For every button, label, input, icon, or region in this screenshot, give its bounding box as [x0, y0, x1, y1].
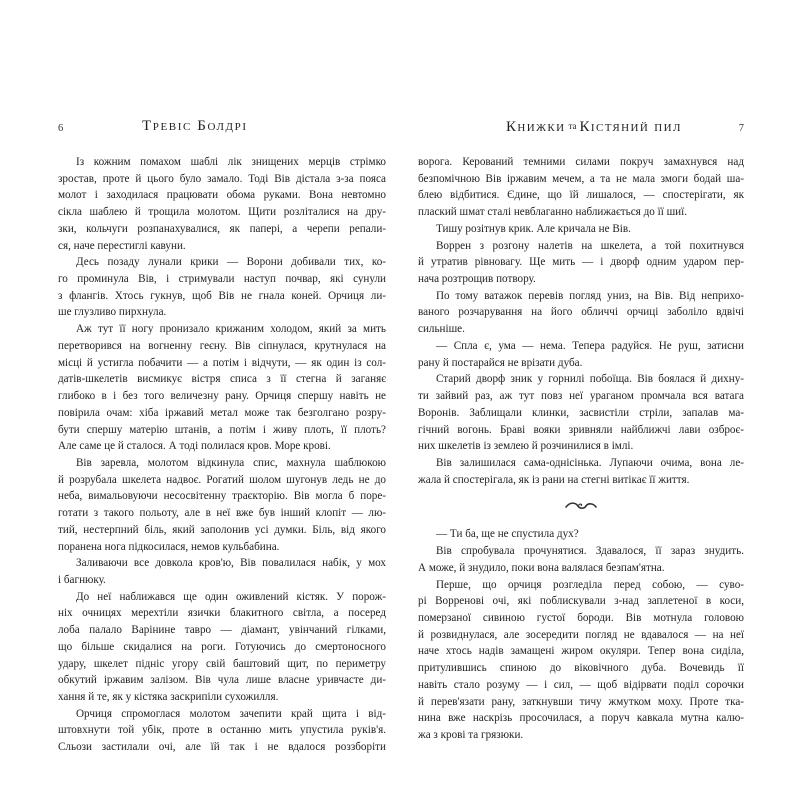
- text-line: них шкелетів із землею й розчинилися в імлі.: [418, 440, 634, 453]
- text-line: По тому ватажок перевів погляд униз, на Вів. Від неприхо-: [436, 289, 744, 302]
- text-line: Орчиця спромоглася молотом зачепити край щита і від-: [76, 707, 386, 720]
- text-line: Вів спробувала прочунятися. Здавалося, її зараз знудить.: [436, 545, 744, 558]
- text-line: Вів заревла, молотом відкинула спис, махнула шаблюкою: [76, 456, 386, 469]
- running-head-word-1: Книжки: [506, 119, 566, 135]
- text-line: удару, шкелет підніс угору свій баштовий щит, по периметру: [58, 657, 386, 670]
- text-line: А може, й знудило, поки вона валялася безпам'ятна.: [418, 561, 665, 574]
- text-line: лоба палало Варінине тавро — діамант, увінчаний гілками,: [58, 624, 386, 637]
- text-line: безпомічною Вів іржавим мечем, а та не мала змоги бодай ша-: [418, 172, 744, 185]
- text-line: Воронів. Заблищали клинки, засвистіли стріли, запалав ма-: [418, 406, 744, 419]
- text-line: зки, кольчуги розпанахувалися, як папері, а черепи репали-: [58, 222, 386, 235]
- left-running-head: [58, 117, 386, 141]
- text-line: ніх очницях мерехтіли язички блакитного світла, а посеред: [58, 607, 386, 620]
- running-head-conjunction: та: [568, 121, 577, 131]
- text-line: ворога. Керований темними силами покруч замахнувся над: [418, 156, 744, 168]
- text-line: Десь позаду лунали крики — Ворони добивали тих, ко-: [76, 256, 386, 269]
- text-line: неба, вимальовуючи несосвітенну траєкторію. Вів могла б поре-: [58, 490, 386, 503]
- text-line: — Ти ба, ще не спустила дух?: [436, 528, 579, 541]
- text-line: Сльози застилали очі, але їй так і не вдалося роззборіти: [58, 741, 386, 754]
- text-line: ваного розчарування на його обличчі орчиці заболіло вдвічі: [418, 306, 744, 319]
- text-line: Заливаючи все довкола кров'ю, Вів повалилася набік, у мох: [76, 557, 386, 570]
- text-line: — Спла є, ума — нема. Тепера радуйся. Не руш, затисни: [436, 339, 744, 352]
- text-line: Аж тут її ногу пронизало крижаним холодом, який за мить: [76, 323, 386, 336]
- text-line: ше глузливо пирхнула.: [58, 306, 167, 319]
- swirl-ornament-icon: [564, 500, 598, 512]
- text-line: тий, нестерпний біль, який заполонив усі думки. Біль, від якого: [58, 523, 386, 536]
- text-line: рі Ворренові очі, які поблискували з-над заплетеної в коси,: [418, 595, 744, 608]
- text-line: й перев'язати рану, заткнувши тичу жмутком моху. Проте тка-: [418, 695, 744, 708]
- text-line: Старий дворф зник у горнилі побоїща. Вів боялася й дихну-: [436, 373, 744, 386]
- text-line: померзаної сивиною густої бороди. Вів мотнула головою: [418, 611, 744, 624]
- text-line: бути спершу матерію штанів, а потім і живу плоть, її плоть?: [58, 423, 386, 436]
- right-page: [418, 0, 744, 800]
- text-line: повірила очам: хіба іржавий метал може так безголгано розру-: [58, 406, 386, 419]
- text-line: й розрубала шкелета надвоє. Рогатий шолом шугонув ледь не до: [58, 473, 386, 486]
- text-line: Тишу розітнув крик. Але кричала не Вів.: [436, 222, 631, 235]
- text-line: го проминула Вів, і стримували наступ почвар, які сунули: [58, 273, 386, 286]
- text-line: ся, наче перестиглі кавуни.: [58, 239, 186, 252]
- section-break-ornament: [418, 498, 744, 514]
- text-line: Воррен з розгону налетів на шкелета, а той похитнувся: [436, 239, 744, 252]
- author-running-head: Тревіс Болдрі: [142, 118, 248, 134]
- left-page-text: [58, 154, 386, 756]
- text-line: сікла шаблею й трощила молотом. Щити розліталися на дру-: [58, 206, 386, 219]
- text-line: перетворився на вогненну геєну. Вів сіпнулася, крутнулася на: [58, 339, 386, 352]
- left-page: [58, 0, 386, 800]
- text-line: плаский шмат сталі невблаганно наближається до її шиї.: [418, 206, 688, 219]
- text-line: обкутий іржавим залізом. Вів чула лише власне уривчасте ди-: [58, 674, 386, 687]
- text-line: зростав, проте й цього було замало. Тоді Вів дістала з-за пояса: [58, 172, 386, 185]
- text-line: хання й те, як у кістяка заскрипіли сухожилля.: [58, 691, 279, 703]
- text-line: жа з крові та грязюки.: [418, 729, 524, 741]
- text-line: притулившись спиною до віковічного дуба. Вочевидь її: [418, 662, 744, 675]
- text-line: блею відбитися. Єдине, що їй лишалося, — спостерігати, як: [418, 189, 744, 202]
- text-line: молот і заходилася працювати обома руками. Вона невтомно: [58, 189, 386, 202]
- right-page-number: 7: [738, 123, 744, 134]
- right-text-after-break: [418, 526, 744, 743]
- text-line: Із кожним помахом шаблі лік знищених мерців стрімко: [76, 156, 386, 168]
- text-line: навіть стало розуму — і сил, — щоб відірвати поділ сорочки: [418, 678, 744, 691]
- text-line: глибоко в і без того величезну рану. Орчиця спершу навіть не: [58, 390, 386, 403]
- text-line: і багнюку.: [58, 573, 106, 586]
- text-line: Вів залишилася сама-однісінька. Лупаючи очима, вона ле-: [436, 456, 744, 469]
- book-title-running-head: [506, 118, 682, 136]
- text-line: місці й устигла побачити — а потім і відчути, — як один із сол-: [58, 356, 386, 369]
- text-line: Але саме це й сталося. А тоді полилася кров. Море крові.: [58, 440, 331, 453]
- left-page-number: 6: [58, 123, 64, 134]
- text-line: нина вже наскрізь просочилася, а поруч кавкала мутна калю-: [418, 712, 744, 725]
- text-line: жала й спостерігала, як із рани на стегні витікає її життя.: [418, 473, 690, 486]
- text-line: рану й постарайся не врізати дуба.: [418, 356, 583, 369]
- text-line: ти зайвий раз, аж тут повз неї ураганом промчала вся ватага: [418, 390, 744, 403]
- text-line: що більше скидалися на роги. Готуючись до смертоносного: [58, 640, 386, 653]
- text-line: наче хтось надів замащені жиром окуляри. Тепер вона сиділа,: [418, 645, 744, 658]
- text-line: датів-шкелетів висмикує вістря списа з її стегна й заганяє: [58, 373, 386, 386]
- text-line: поранена нога підкосилася, немов кульбабина.: [58, 540, 280, 553]
- text-line: гічний вогонь. Браві вояки зривняли найближчі лави озброє-: [418, 423, 744, 436]
- text-line: й утратив рівновагу. Ще мить — і дворф одним ударом пер-: [418, 256, 744, 269]
- text-line: сильніше.: [418, 323, 465, 336]
- running-head-word-2: Кістяний пил: [579, 119, 682, 135]
- right-page-text: [418, 154, 744, 744]
- text-line: нача розтрощив потвору.: [418, 273, 536, 286]
- text-line: з флангів. Хтось гукнув, щоб Вів не гнала коней. Орчиця ли-: [58, 289, 386, 302]
- text-line: До неї наближався ще один оживлений кістяк. У порож-: [76, 590, 386, 603]
- right-running-head: [418, 117, 744, 141]
- text-line: й розвиднулася, але зосередити погляд не вдавалося — на неї: [418, 628, 744, 641]
- text-line: готати з такого польоту, але в неї вже був інший клопіт — лю-: [58, 507, 386, 520]
- right-text-before-break: [418, 154, 744, 488]
- text-line: Перше, що орчиця розгледіла перед собою, — суво-: [436, 578, 744, 591]
- text-line: штовхнути той убік, проте в останню мить упустила руків'я.: [58, 724, 386, 737]
